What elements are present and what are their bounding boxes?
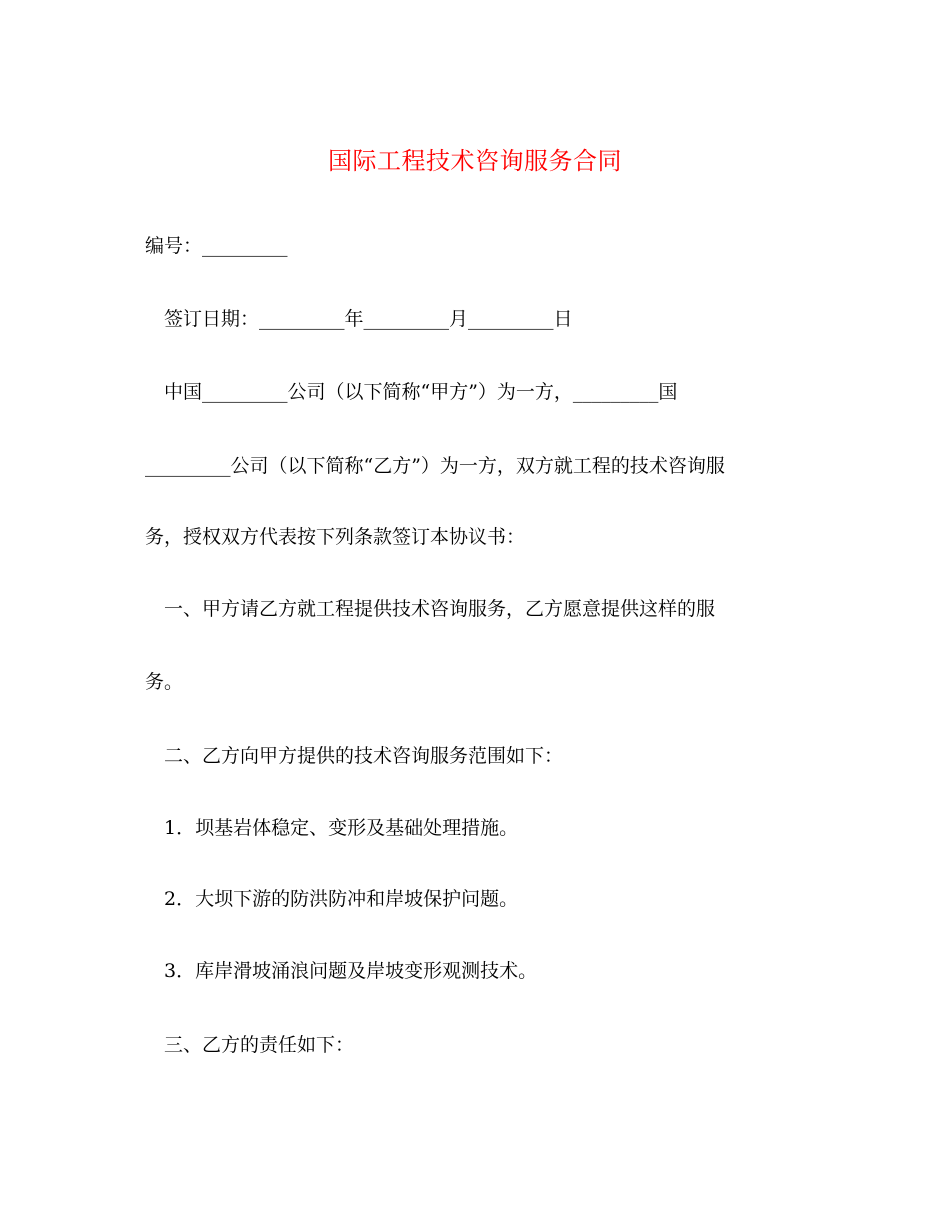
scope-item-1: 1．坝基岩体稳定、变形及基础处理措施。 [164, 817, 519, 839]
party-b-line: _________公司（以下简称“乙方”）为一方，双方就工程的技术咨询服 [145, 455, 725, 477]
agreement-intro-line: 务，授权双方代表按下列条款签订本协议书： [145, 526, 526, 548]
clause-3-heading: 三、乙方的责任如下： [164, 1034, 355, 1056]
clause-2-heading: 二、乙方向甲方提供的技术咨询服务范围如下： [164, 745, 564, 767]
party-a-line: 中国_________公司（以下简称“甲方”）为一方，_________国 [164, 381, 678, 403]
clause-1-continued: 务。 [145, 671, 184, 693]
document-title: 国际工程技术咨询服务合同 [328, 147, 622, 175]
clause-1-line: 一、甲方请乙方就工程提供技术咨询服务，乙方愿意提供这样的服 [164, 598, 716, 620]
scope-item-3: 3．库岸滑坡涌浪问题及岸坡变形观测技术。 [164, 960, 538, 982]
contract-number-line: 编号：_________ [145, 235, 288, 257]
scope-item-2: 2．大坝下游的防洪防冲和岸坡保护问题。 [164, 888, 519, 910]
signing-date-line: 签订日期：_________年_________月_________日 [164, 308, 573, 330]
